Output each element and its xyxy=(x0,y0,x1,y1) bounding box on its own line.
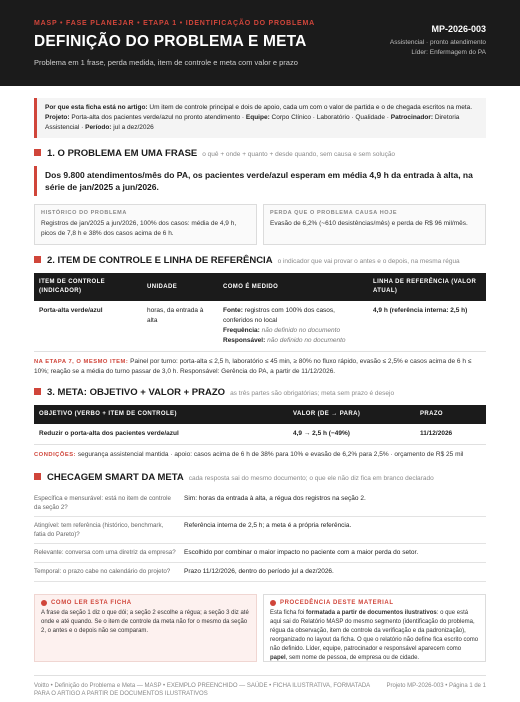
intro-lead: Por que esta ficha está no artigo: Um item de controle principal e dois de apoio, cada um com o valor de partida e o de chegada escritos na meta. xyxy=(45,104,473,111)
circle-bullet-icon xyxy=(270,600,276,606)
page-header xyxy=(0,0,520,86)
section-2-title: 2. ITEM DE CONTROLE E LINHA DE REFERÊNCIA xyxy=(47,255,273,266)
conditions-note: CONDIÇÕES: segurança assistencial mantida · apoio: casos acima de 6 h de 38% para 10% e evasão de 6,2% para 2,5% · orçamento de R$ 25 mil xyxy=(34,451,464,458)
square-bullet-icon xyxy=(34,473,41,480)
header-kicker: MASP • FASE PLANEJAR • ETAPA 1 • IDENTIFICAÇÃO DO PROBLEMA xyxy=(34,20,316,27)
page-subtitle: Problema em 1 frase, perda medida, item de controle e meta com valor e prazo xyxy=(34,58,298,67)
table-header: PRAZO xyxy=(415,405,486,424)
header-meta-lines xyxy=(390,38,486,58)
smart-heading xyxy=(34,472,486,483)
table-header: UNIDADE xyxy=(142,273,218,301)
section-2-hint: o indicador que vai provar o antes e o depois, na mesma régua xyxy=(277,258,460,265)
section-3-heading xyxy=(34,387,486,398)
list-item: Relevante: conversa com uma diretriz da empresa? Escolhido por combinar o maior impacto no paciente com a maior perda do setor. xyxy=(34,544,486,563)
control-item-table xyxy=(34,273,486,352)
document-id: MP-2026-003 xyxy=(431,24,486,34)
circle-bullet-icon xyxy=(41,600,47,606)
smart-checklist xyxy=(34,490,486,582)
header-leader: Líder: Enfermagem do PA xyxy=(411,49,486,56)
square-bullet-icon xyxy=(34,388,41,395)
smart-hint: cada resposta sai do mesmo documento; o que ele não diz fica em branco declarado xyxy=(188,475,434,482)
table-row: Porta-alta verde/azul horas, da entrada à alta Fonte: registros com 100% dos casos, conferidos no local Frequência: não definido no documento Responsável: não definido no documento 4,9 h (referência interna: 2,5 h) xyxy=(34,301,486,352)
table-header: LINHA DE REFERÊNCIA (VALOR ATUAL) xyxy=(368,273,486,301)
table-header: ITEM DE CONTROLE (INDICADOR) xyxy=(34,273,142,301)
table-header: OBJETIVO (VERBO + ITEM DE CONTROLE) xyxy=(34,405,288,424)
intro-box xyxy=(34,98,486,138)
footer-page: Projeto MP-2026-003 • Página 1 de 1 xyxy=(386,683,486,689)
stage-7-note: NA ETAPA 7, O MESMO ITEM: Painel por turno: porta-alta ≤ 2,5 h, laboratório ≤ 45 min, ≥ 80% no fluxo rápido, evasão ≤ 2,5% e casos acima de 6 h ≤ 10%; reação se a média do turno passar de 3,0 h. Responsável: Gerência do PA, a partir de 11/12/2026. xyxy=(34,358,472,375)
square-bullet-icon xyxy=(34,149,41,156)
table-header: VALOR (DE → PARA) xyxy=(288,405,415,424)
section-2-heading xyxy=(34,255,486,266)
section-3-hint: as três partes são obrigatórias; meta sem prazo é desejo xyxy=(230,390,395,397)
list-item: Atingível: tem referência (histórico, benchmark, fatia do Pareto)? Referência interna de 2,5 h; a meta é a própria referência. xyxy=(34,517,486,544)
table-row: Reduzir o porta-alta dos pacientes verde/azul 4,9 → 2,5 h (−49%) 11/12/2026 xyxy=(34,424,486,445)
problem-statement: Dos 9.800 atendimentos/mês do PA, os pacientes verde/azul esperam em média 4,9 h da entrada à alta, na série de jan/2025 a jun/2026. xyxy=(34,166,486,196)
intro-project: Projeto: Porta-alta dos pacientes verde/azul no pronto atendimento · Equipe: Corpo Clínico · Laboratório · Qualidade · Patrocinador: Diretoria Assistencial · Período: jul a dez/2026 xyxy=(45,114,460,131)
list-item: Específica e mensurável: está no item de controle da seção 2? Sim: horas da entrada à alta, a régua dos registros na seção 2. xyxy=(34,490,486,517)
section-1-hint: o quê + onde + quanto + desde quando, sem causa e sem solução xyxy=(202,151,396,158)
page-title: DEFINIÇÃO DO PROBLEMA E META xyxy=(34,33,307,50)
section-1-title: 1. O PROBLEMA EM UMA FRASE xyxy=(47,148,198,159)
footer-left: Voitto • Definição do Problema e Meta — MASP • EXEMPLO PREENCHIDO — SAÚDE • FICHA ILUSTRATIVA, FORMATADA PARA O ARTIGO A PARTIR DE DOCUMENTOS ILUSTRATIVOS xyxy=(34,683,371,697)
loss-card: PERDA QUE O PROBLEMA CAUSA HOJE Evasão de 6,2% (~610 desistências/mês) e perda de R$ 96 mil/mês. xyxy=(263,204,486,245)
list-item: Temporal: o prazo cabe no calendário do projeto? Prazo 11/12/2026, dentro do período jul a dez/2026. xyxy=(34,563,486,582)
table-header: COMO É MEDIDO xyxy=(218,273,368,301)
goal-table xyxy=(34,405,486,445)
provenance-box: PROCEDÊNCIA DESTE MATERIAL Esta ficha foi formatada a partir de documentos ilustrativos: o que está aqui sai do Relatório MASP do mesmo segmento (identificação do problema, régua da observação, item de controle da verificação e da padronização), reorganizado no layout da ficha. O que o relatório não define fica escrito como não definido. Líder, equipe, patrocinador e responsável aparecem como papel, sem nome de pessoa, de empresa ou de cidade. xyxy=(263,594,486,662)
section-3-title: 3. META: OBJETIVO + VALOR + PRAZO xyxy=(47,387,226,398)
page-footer xyxy=(34,675,486,698)
section-1-heading xyxy=(34,148,486,159)
how-to-read-box: COMO LER ESTA FICHA A frase da seção 1 diz o que dói; a seção 2 escolhe a régua; a seção 3 diz até onde e até quando. Se o item de controle da meta não for o mesmo da seção 2, o antes e o depois não se comparam. xyxy=(34,594,257,662)
smart-title: CHECAGEM SMART DA META xyxy=(47,472,184,483)
history-card: HISTÓRICO DO PROBLEMA Registros de jan/2025 a jun/2026, 100% dos casos: média de 4,9 h, picos de 7,8 h e 38% dos casos acima de 6 h. xyxy=(34,204,257,245)
header-meta xyxy=(390,24,486,58)
square-bullet-icon xyxy=(34,256,41,263)
header-area: Assistencial · pronto atendimento xyxy=(389,39,486,46)
